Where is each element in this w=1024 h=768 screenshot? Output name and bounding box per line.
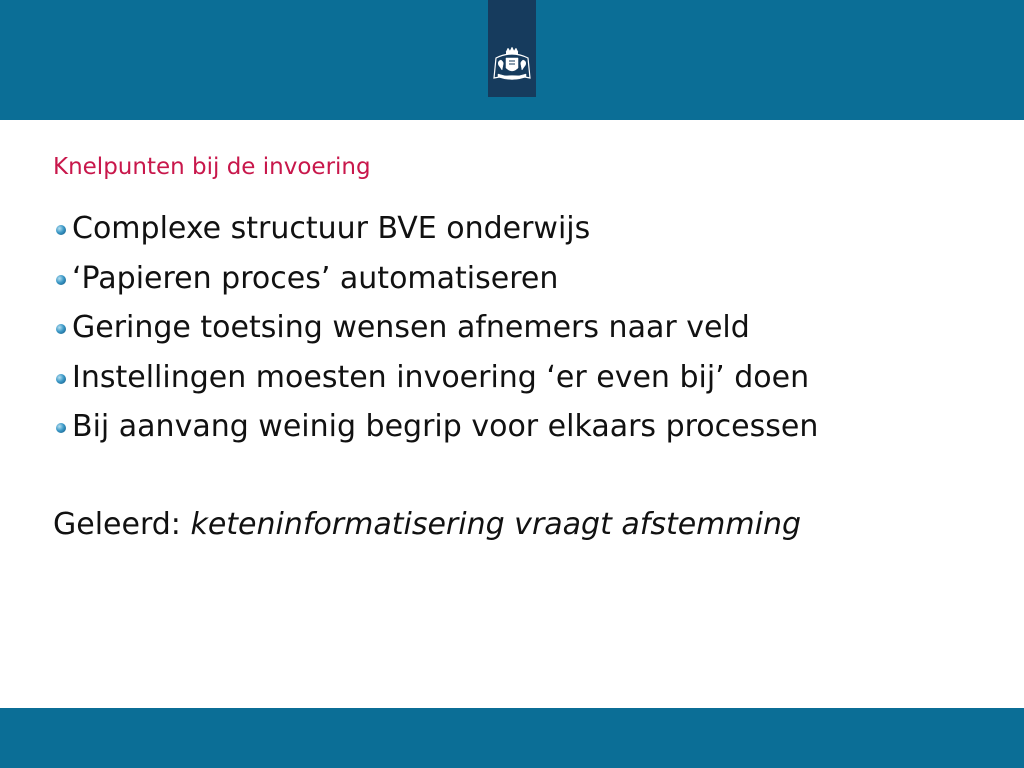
bullet-icon: [56, 225, 66, 235]
lesson-line: [53, 502, 801, 547]
logo-block: [488, 0, 536, 97]
bullet-icon: [56, 324, 66, 334]
slide-title: Knelpunten bij de invoering: [53, 154, 371, 180]
list-item: [53, 355, 818, 405]
footer-band: [0, 708, 1024, 768]
list-item: [53, 256, 818, 306]
bullet-list: [53, 206, 818, 454]
list-item-text: Instellingen moesten invoering ‘er even bij’ doen: [72, 359, 810, 395]
bullet-icon: [56, 374, 66, 384]
bullet-icon: [56, 423, 66, 433]
list-item-text: Bij aanvang weinig begrip voor elkaars processen: [72, 409, 819, 444]
royal-coat-of-arms-icon: [490, 46, 534, 84]
list-item: [53, 206, 818, 256]
bullet-icon: [56, 275, 66, 285]
list-item-text: Complexe structuur BVE onderwijs: [72, 211, 591, 246]
lesson-text: keteninformatisering vraagt afstemming: [190, 507, 802, 542]
list-item-text: ‘Papieren proces’ automatiseren: [72, 260, 559, 296]
header-band: [0, 0, 1024, 120]
lesson-label: Geleerd:: [53, 507, 181, 542]
list-item: [53, 305, 818, 355]
list-item-text: Geringe toetsing wensen afnemers naar veld: [72, 310, 750, 345]
list-item: [53, 404, 818, 454]
